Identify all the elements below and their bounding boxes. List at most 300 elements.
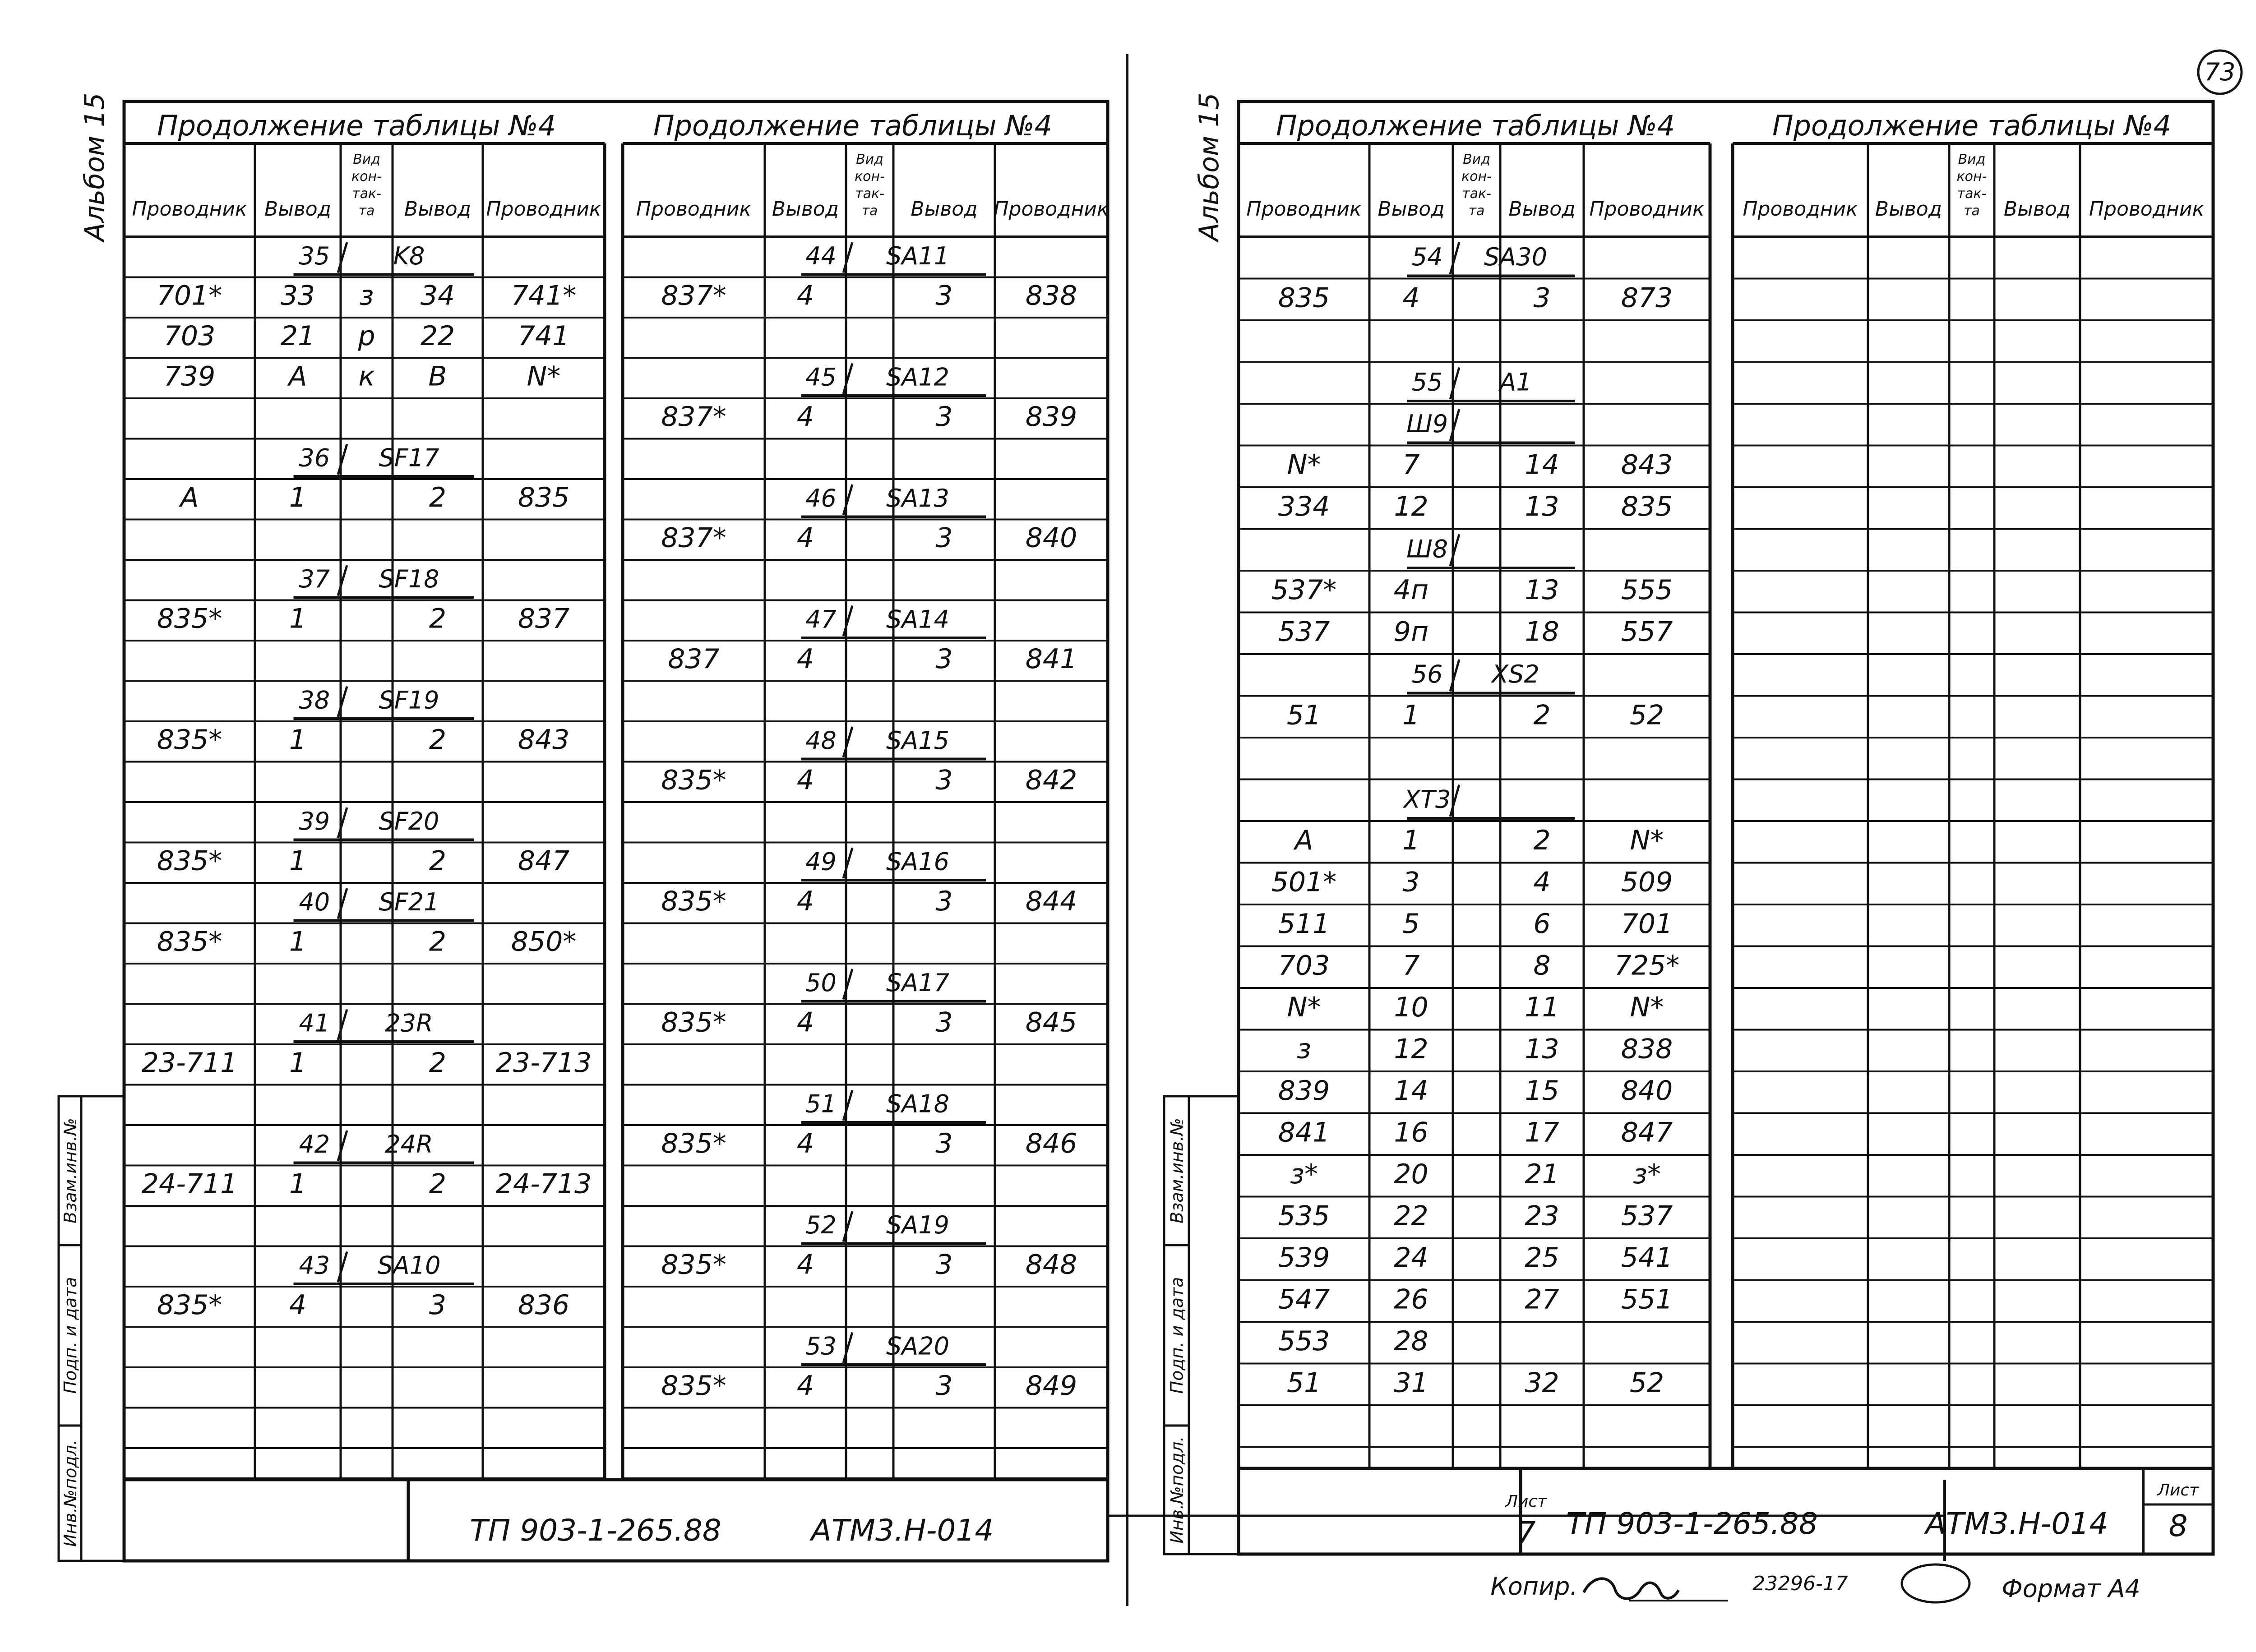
device-slash bbox=[338, 242, 347, 273]
terminal-to: 3 bbox=[935, 643, 953, 675]
terminal-from: 1 bbox=[289, 926, 307, 958]
terminal-from: 4 bbox=[796, 764, 814, 796]
table-row bbox=[1278, 908, 1673, 940]
terminal-from: 4 bbox=[1402, 282, 1420, 314]
terminal-from: 1 bbox=[289, 1047, 307, 1079]
terminal-from: 21 bbox=[280, 320, 315, 352]
terminal-to: 8 bbox=[1533, 950, 1551, 982]
table-row bbox=[1271, 574, 1673, 606]
terminal-to: 11 bbox=[1525, 991, 1559, 1023]
device-slash bbox=[1450, 535, 1459, 567]
conductor-to: 741 bbox=[518, 320, 570, 352]
conductor-from: 535 bbox=[1278, 1200, 1330, 1232]
device-slash bbox=[843, 848, 852, 879]
terminal-to: 3 bbox=[935, 1006, 953, 1038]
column-header-terminal: Вывод bbox=[1875, 198, 1942, 221]
terminal-from: 4 bbox=[796, 522, 814, 554]
stamp-column bbox=[59, 1096, 124, 1561]
device-slash bbox=[338, 888, 347, 919]
conductor-from: 701* bbox=[157, 280, 222, 312]
stamp-label: Взам.инв.№ bbox=[60, 1118, 80, 1223]
device-slash bbox=[338, 444, 347, 475]
terminal-to: 2 bbox=[429, 603, 447, 635]
terminal-from: 4 bbox=[796, 1127, 814, 1159]
device-name: K8 bbox=[393, 241, 425, 270]
column-header-terminal: Вывод bbox=[911, 198, 978, 221]
terminal-to: 6 bbox=[1533, 908, 1551, 940]
terminal-to: 2 bbox=[429, 1047, 447, 1079]
terminal-to: 4 bbox=[1533, 866, 1551, 898]
wiring-table bbox=[623, 109, 1109, 1479]
terminal-from: 4 bbox=[796, 643, 814, 675]
device-number: XT3 bbox=[1403, 785, 1451, 814]
column-header-conductor: Проводник bbox=[1589, 198, 1705, 221]
device-number: 47 bbox=[805, 605, 837, 634]
column-header-terminal: Вывод bbox=[772, 198, 839, 221]
wiring-table bbox=[1733, 109, 2213, 1468]
device-header-row bbox=[294, 443, 474, 476]
column-header-conductor: Проводник bbox=[1743, 198, 1858, 221]
page-number: 73 bbox=[2204, 58, 2236, 86]
table-row bbox=[157, 280, 577, 311]
terminal-from: 1 bbox=[1402, 824, 1420, 856]
conductor-from: 835 bbox=[1278, 282, 1330, 314]
table-row bbox=[142, 1168, 592, 1200]
device-header-row bbox=[294, 1009, 474, 1042]
column-header-conductor: Проводник bbox=[2089, 198, 2205, 221]
terminal-from: 1 bbox=[289, 724, 307, 756]
device-header-row bbox=[1407, 368, 1575, 401]
table-row bbox=[661, 522, 1077, 554]
device-number: 40 bbox=[299, 887, 330, 916]
conductor-to: 537 bbox=[1621, 1200, 1673, 1232]
terminal-from: 3 bbox=[1402, 866, 1420, 898]
terminal-from: 1 bbox=[289, 1168, 307, 1200]
terminal-from: 1 bbox=[289, 603, 307, 635]
table-row bbox=[157, 724, 570, 756]
device-slash bbox=[843, 1333, 852, 1363]
conductor-to: 541 bbox=[1621, 1241, 1673, 1274]
terminal-from: 24 bbox=[1394, 1241, 1428, 1274]
device-slash bbox=[1450, 660, 1459, 692]
conductor-from: 703 bbox=[1278, 950, 1330, 982]
table-row bbox=[1278, 1075, 1673, 1107]
device-slash bbox=[843, 364, 852, 394]
sheet-frame bbox=[124, 102, 1108, 1561]
column-header-conductor: Проводник bbox=[636, 198, 752, 221]
terminal-from: 4 bbox=[796, 280, 814, 312]
terminal-from: 7 bbox=[1402, 449, 1420, 481]
device-name: XS2 bbox=[1492, 660, 1539, 688]
device-name: SA17 bbox=[886, 968, 949, 997]
conductor-from: 24-711 bbox=[141, 1168, 238, 1200]
conductor-to: 52 bbox=[1629, 1367, 1664, 1399]
conductor-from: 511 bbox=[1278, 908, 1330, 940]
conductor-from: N* bbox=[1287, 449, 1321, 481]
conductor-from: 835* bbox=[157, 724, 222, 756]
conductor-from: 547 bbox=[1278, 1283, 1330, 1315]
conductor-to: 840 bbox=[1025, 522, 1077, 554]
device-slash bbox=[843, 727, 852, 757]
terminal-to: 3 bbox=[935, 885, 953, 917]
table-row bbox=[1271, 866, 1673, 898]
conductor-from: з bbox=[1297, 1033, 1311, 1065]
device-slash bbox=[843, 242, 852, 273]
device-header-row bbox=[294, 1251, 474, 1284]
print-footer bbox=[1490, 1564, 2140, 1603]
conductor-to: 848 bbox=[1025, 1249, 1077, 1281]
device-header-row bbox=[294, 686, 474, 719]
drawing-sheet-8 bbox=[1164, 92, 2213, 1554]
table-row bbox=[668, 643, 1077, 675]
conductor-from: 839 bbox=[1278, 1075, 1330, 1107]
document-code: ТП 903-1-265.88 bbox=[1566, 1506, 1818, 1541]
device-number: 56 bbox=[1411, 660, 1443, 688]
terminal-to: 2 bbox=[429, 926, 447, 958]
device-number: 51 bbox=[805, 1089, 837, 1118]
conductor-to: 838 bbox=[1621, 1033, 1673, 1065]
table-row bbox=[1287, 449, 1673, 480]
device-header-row bbox=[801, 1089, 986, 1122]
terminal-from: 1 bbox=[289, 845, 307, 877]
table-row bbox=[1287, 1367, 1664, 1398]
device-header-row bbox=[294, 1130, 474, 1163]
conductor-to: 843 bbox=[1621, 449, 1673, 481]
column-header-conductor: Проводник bbox=[994, 198, 1109, 221]
contact-type: р bbox=[358, 320, 375, 352]
table-row bbox=[1278, 1200, 1673, 1232]
column-header-contact-type: Вид кон-так-та bbox=[1956, 152, 1987, 219]
device-header-row bbox=[801, 242, 986, 275]
conductor-from: 835* bbox=[661, 1006, 726, 1038]
table-title: Продолжение таблицы №4 bbox=[1772, 109, 2172, 142]
conductor-from: 835* bbox=[661, 1249, 726, 1281]
conductor-from: 51 bbox=[1286, 699, 1322, 731]
conductor-to: 850* bbox=[511, 926, 577, 958]
device-header-row bbox=[1402, 785, 1575, 819]
device-header-row bbox=[801, 363, 986, 396]
conductor-to: 842 bbox=[1025, 764, 1077, 796]
device-name: SF17 bbox=[379, 443, 439, 472]
conductor-from: 835* bbox=[157, 926, 222, 958]
device-slash bbox=[338, 808, 347, 838]
table-row bbox=[661, 1006, 1077, 1038]
table-row bbox=[661, 1128, 1077, 1159]
terminal-from: A bbox=[288, 360, 307, 392]
terminal-to: 2 bbox=[1533, 699, 1551, 731]
terminal-to: 2 bbox=[429, 481, 447, 513]
device-header-row bbox=[801, 969, 986, 1001]
conductor-from: 23-711 bbox=[141, 1047, 238, 1079]
terminal-to: 2 bbox=[1533, 824, 1551, 856]
conductor-from: A bbox=[180, 481, 199, 513]
device-number: 55 bbox=[1411, 368, 1443, 397]
column-header-conductor: Проводник bbox=[132, 198, 247, 221]
device-header-row bbox=[1407, 660, 1575, 693]
copy-label: Копир. bbox=[1490, 1572, 1578, 1601]
conductor-to: 551 bbox=[1621, 1283, 1673, 1315]
table-row bbox=[157, 845, 570, 877]
conductor-to: з* bbox=[1633, 1158, 1661, 1190]
table-row bbox=[661, 764, 1077, 796]
conductor-to: 835 bbox=[518, 481, 570, 513]
terminal-to: 3 bbox=[935, 1127, 953, 1159]
table-row bbox=[1278, 1117, 1673, 1148]
conductor-from: 553 bbox=[1278, 1325, 1330, 1357]
conductor-from: 51 bbox=[1286, 1367, 1322, 1399]
conductor-from: 537 bbox=[1278, 616, 1330, 648]
device-name: 23R bbox=[385, 1009, 433, 1038]
terminal-to: 14 bbox=[1525, 449, 1559, 481]
terminal-from: 31 bbox=[1394, 1367, 1428, 1399]
stamp-label: Взам.инв.№ bbox=[1167, 1118, 1187, 1223]
conductor-to: 841 bbox=[1025, 643, 1077, 675]
terminal-to: 2 bbox=[429, 1168, 447, 1200]
table-row bbox=[157, 1289, 570, 1321]
conductor-from: 334 bbox=[1278, 490, 1330, 522]
device-name: SF19 bbox=[379, 686, 439, 715]
terminal-to: 3 bbox=[935, 764, 953, 796]
terminal-from: 4 bbox=[796, 885, 814, 917]
conductor-to: 845 bbox=[1025, 1006, 1077, 1038]
terminal-from: 12 bbox=[1394, 490, 1428, 522]
terminal-from: 4 bbox=[796, 1249, 814, 1281]
device-header-row bbox=[801, 847, 986, 880]
device-name: SA18 bbox=[886, 1089, 949, 1118]
device-number: 53 bbox=[805, 1332, 837, 1361]
device-header-row bbox=[294, 888, 474, 921]
stamp-label: Инв.№подл. bbox=[60, 1439, 80, 1547]
table-row bbox=[1297, 1033, 1673, 1065]
wiring-table bbox=[1239, 109, 1710, 1468]
conductor-to: N* bbox=[1630, 824, 1664, 856]
terminal-from: 22 bbox=[1394, 1200, 1428, 1232]
conductor-to: 836 bbox=[518, 1289, 570, 1321]
device-slash bbox=[843, 606, 852, 637]
device-name: SA16 bbox=[886, 847, 949, 876]
terminal-to: 27 bbox=[1525, 1283, 1559, 1315]
device-slash bbox=[843, 1090, 852, 1121]
contact-type: з bbox=[359, 280, 374, 312]
device-slash bbox=[338, 1131, 347, 1161]
device-name: SA10 bbox=[377, 1251, 441, 1280]
terminal-to: 22 bbox=[420, 320, 455, 352]
conductor-to: 24-713 bbox=[495, 1168, 592, 1200]
conductor-to: 847 bbox=[1621, 1117, 1673, 1149]
device-number: Ш8 bbox=[1406, 535, 1448, 563]
conductor-from: 539 bbox=[1278, 1241, 1330, 1274]
device-name: SF20 bbox=[379, 807, 439, 835]
terminal-to: 2 bbox=[429, 724, 447, 756]
column-header-contact-type: Вид кон-так-та bbox=[855, 152, 885, 219]
album-label: Альбом 15 bbox=[79, 92, 111, 241]
terminal-to: 18 bbox=[1525, 616, 1559, 648]
table-title: Продолжение таблицы №4 bbox=[157, 109, 556, 142]
device-name: 24R bbox=[385, 1130, 433, 1158]
table-row bbox=[157, 926, 577, 957]
conductor-to: 741* bbox=[511, 280, 577, 312]
table-row bbox=[1287, 699, 1664, 731]
terminal-to: 21 bbox=[1525, 1158, 1559, 1190]
conductor-from: 835* bbox=[157, 603, 222, 635]
terminal-to: B bbox=[428, 360, 447, 392]
device-slash bbox=[1450, 785, 1459, 817]
table-row bbox=[1278, 1242, 1673, 1274]
device-header-row bbox=[801, 1211, 986, 1244]
device-number: 50 bbox=[805, 968, 837, 997]
title-block bbox=[1239, 1468, 2213, 1554]
album-label: Альбом 15 bbox=[1193, 92, 1225, 241]
table-row bbox=[661, 886, 1077, 917]
device-number: Ш9 bbox=[1406, 409, 1448, 438]
column-header-terminal: Вывод bbox=[2003, 198, 2071, 221]
conductor-to: 725* bbox=[1614, 950, 1680, 982]
device-name: SF18 bbox=[379, 564, 439, 593]
device-slash bbox=[1450, 242, 1459, 274]
device-number: 45 bbox=[805, 363, 837, 392]
conductor-to: 837 bbox=[518, 603, 570, 635]
conductor-from: 835* bbox=[661, 1127, 726, 1159]
table-title: Продолжение таблицы №4 bbox=[1276, 109, 1675, 142]
conductor-to: 849 bbox=[1025, 1370, 1077, 1402]
contact-type: к bbox=[358, 360, 375, 392]
conductor-to: 555 bbox=[1621, 574, 1673, 606]
terminal-from: 20 bbox=[1394, 1158, 1428, 1190]
conductor-from: 835* bbox=[661, 1370, 726, 1402]
device-header-row bbox=[801, 1332, 986, 1365]
terminal-to: 15 bbox=[1525, 1075, 1559, 1107]
terminal-from: 4 bbox=[289, 1289, 307, 1321]
column-header-terminal: Вывод bbox=[1378, 198, 1445, 221]
device-header-row bbox=[801, 605, 986, 638]
conductor-to: 838 bbox=[1025, 280, 1077, 312]
terminal-to: 3 bbox=[935, 1370, 953, 1402]
terminal-from: 14 bbox=[1394, 1075, 1428, 1107]
terminal-from: 12 bbox=[1394, 1033, 1428, 1065]
conductor-from: 739 bbox=[163, 360, 216, 392]
terminal-from: 26 bbox=[1394, 1283, 1428, 1315]
terminal-to: 3 bbox=[935, 522, 953, 554]
conductor-to: N* bbox=[1630, 991, 1664, 1023]
device-name: SA15 bbox=[886, 726, 949, 755]
column-header-contact-type: Вид кон-так-та bbox=[1461, 152, 1492, 219]
terminal-to: 13 bbox=[1525, 574, 1559, 606]
device-number: 35 bbox=[299, 241, 330, 270]
terminal-to: 3 bbox=[935, 280, 953, 312]
table-row bbox=[1278, 282, 1673, 314]
device-name: A1 bbox=[1499, 368, 1532, 397]
device-header-row bbox=[801, 484, 986, 517]
device-number: 42 bbox=[299, 1130, 330, 1158]
conductor-to: 23-713 bbox=[495, 1047, 592, 1079]
table-row bbox=[1290, 1158, 1661, 1190]
column-header-contact-type: Вид кон-так-та bbox=[351, 152, 382, 219]
device-number: 54 bbox=[1411, 242, 1443, 271]
column-header-terminal: Вывод bbox=[404, 198, 472, 221]
table-row bbox=[1287, 992, 1664, 1023]
terminal-to: 3 bbox=[935, 1249, 953, 1281]
terminal-from: 4 bbox=[796, 401, 814, 433]
table-row bbox=[164, 320, 570, 352]
signature-scribble bbox=[1584, 1578, 1678, 1598]
column-header-terminal: Вывод bbox=[1508, 198, 1576, 221]
table-row bbox=[142, 1047, 592, 1079]
device-header-row bbox=[294, 565, 474, 598]
conductor-to: 873 bbox=[1621, 282, 1673, 314]
device-name: SF21 bbox=[379, 887, 439, 916]
device-number: 44 bbox=[805, 241, 837, 270]
terminal-from: 33 bbox=[280, 280, 315, 312]
table-row bbox=[1278, 1325, 1428, 1357]
conductor-to: N* bbox=[527, 360, 561, 392]
stamp-column bbox=[1164, 1096, 1239, 1554]
conductor-to: 843 bbox=[518, 724, 570, 756]
terminal-from: 28 bbox=[1394, 1325, 1428, 1357]
conductor-from: з* bbox=[1290, 1158, 1318, 1190]
device-slash bbox=[338, 565, 347, 596]
device-header-row bbox=[801, 726, 986, 759]
terminal-to: 3 bbox=[935, 401, 953, 433]
conductor-to: 844 bbox=[1025, 885, 1077, 917]
device-number: 39 bbox=[299, 807, 330, 835]
device-name: SA20 bbox=[886, 1332, 949, 1361]
device-number: 48 bbox=[805, 726, 837, 755]
conductor-to: 701 bbox=[1621, 908, 1673, 940]
conductor-from: 835* bbox=[157, 1289, 222, 1321]
device-number: 49 bbox=[805, 847, 837, 876]
device-number: 43 bbox=[299, 1251, 330, 1280]
terminal-to: 3 bbox=[1533, 282, 1551, 314]
device-number: 41 bbox=[299, 1009, 330, 1038]
stamp-label: Подп. и дата bbox=[60, 1277, 80, 1394]
terminal-to: 23 bbox=[1525, 1200, 1559, 1232]
table-row bbox=[1293, 825, 1664, 856]
sheet-number: 8 bbox=[2168, 1509, 2188, 1543]
terminal-to: 32 bbox=[1525, 1367, 1559, 1399]
device-number: 38 bbox=[299, 686, 330, 715]
sheet-label: Лист bbox=[2157, 1481, 2199, 1500]
column-header-conductor: Проводник bbox=[1246, 198, 1362, 221]
column-header-terminal: Вывод bbox=[264, 198, 332, 221]
device-header-row bbox=[1407, 242, 1575, 276]
sheet-number: 7 bbox=[1516, 1515, 1536, 1550]
table-row bbox=[1278, 616, 1673, 647]
conductor-from: 837* bbox=[661, 522, 726, 554]
table-row bbox=[661, 280, 1077, 311]
table-row bbox=[661, 401, 1077, 433]
terminal-from: 4 bbox=[796, 1006, 814, 1038]
device-slash bbox=[1450, 409, 1459, 441]
table-row bbox=[1278, 1283, 1673, 1315]
device-slash bbox=[843, 969, 852, 1000]
table-row bbox=[178, 482, 569, 513]
device-header-row bbox=[294, 242, 474, 275]
terminal-from: 5 bbox=[1402, 908, 1420, 940]
document-mark: АТМ3.Н-014 bbox=[1925, 1506, 2108, 1541]
terminal-from: 4 bbox=[796, 1370, 814, 1402]
conductor-to: 52 bbox=[1629, 699, 1664, 731]
device-header-row bbox=[1406, 409, 1575, 443]
terminal-from: 16 bbox=[1394, 1117, 1428, 1149]
conductor-from: 841 bbox=[1278, 1117, 1330, 1149]
terminal-to: 25 bbox=[1525, 1241, 1559, 1274]
conductor-from: 837* bbox=[661, 280, 726, 312]
conductor-from: 703 bbox=[163, 320, 216, 352]
device-slash bbox=[338, 1252, 347, 1283]
table-row bbox=[157, 603, 570, 634]
order-number: 23296-17 bbox=[1752, 1572, 1848, 1595]
terminal-to: 2 bbox=[429, 845, 447, 877]
